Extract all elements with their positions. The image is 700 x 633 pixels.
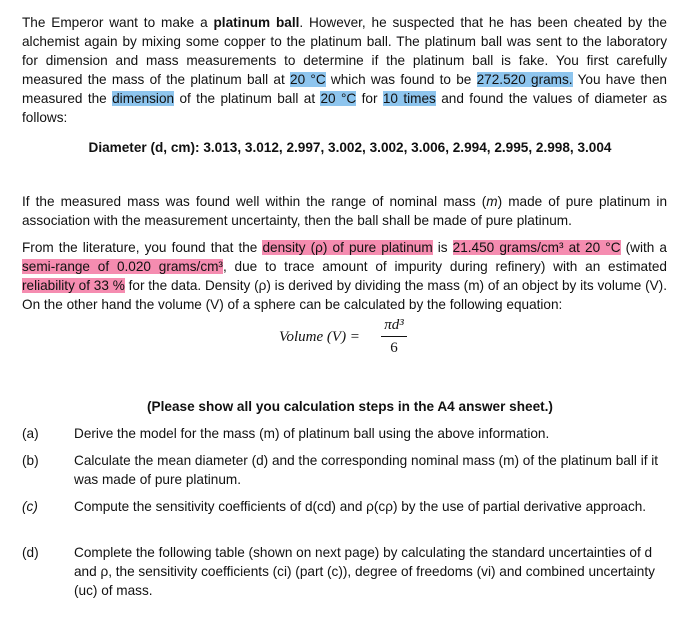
diameter-values: Diameter (d, cm): 3.013, 3.012, 2.997, 3.002, 3.002, 3.006, 2.994, 2.995, 2.998, 3.004 <box>88 140 612 155</box>
mass-text: ) made of pure platinum in association with the measurement uncertainty, then the ball shall be made of pure platinum. <box>22 194 668 228</box>
question-label: (d) <box>22 545 39 560</box>
question-text: Compute the sensitivity coefficients of d(cd) and ρ(cρ) by the use of partial derivative approach. <box>74 499 647 514</box>
density-text: for the data. Density (ρ) is derived by dividing the mass (m) of an object by its volume (V). On the other hand the volume (V) of a sphere can be calculated by the following equation: <box>22 278 667 312</box>
intro-text: . However, he suspected that he has been cheated by the alchemist again by mixing some copper to the platinum ball. The platinum ball was sent to the laboratory for dimension and mass measurements to determine if the platinum ball is fake. You first carefully measured the mass of the platinum ball at <box>22 15 667 87</box>
intro-text: of the platinum ball at <box>174 91 321 106</box>
highlight-temperature: 20 °C <box>290 72 326 87</box>
highlight-density: density (ρ) of pure platinum <box>262 240 433 255</box>
platinum-ball-term: platinum ball <box>213 15 300 30</box>
density-text: , due to trace amount of impurity during refinery) with an estimated <box>222 259 667 274</box>
density-text: From the literature, you found that the <box>22 240 263 255</box>
highlight-repetitions: 10 times <box>382 91 436 106</box>
intro-text: and found the values of diameter as follows: <box>22 91 667 125</box>
intro-text: You have then measured the <box>22 72 667 106</box>
highlight-semi-range: semi-range of 0.020 grams/cm³ <box>22 259 223 274</box>
question-text: Derive the model for the mass (m) of platinum ball using the above information. <box>74 426 550 441</box>
instruction-note: (Please show all you calculation steps in the A4 answer sheet.) <box>147 399 553 414</box>
question-text: Calculate the mean diameter (d) and the corresponding nominal mass (m) of the platinum ball if it was made of pure platinum. <box>74 453 659 487</box>
equation-denominator: 6 <box>390 340 398 356</box>
equation-fraction <box>381 316 407 357</box>
question-c <box>22 497 672 537</box>
density-text: (with a <box>620 240 667 255</box>
highlight-reliability: reliability of 33 % <box>22 278 125 293</box>
mass-symbol: m <box>486 194 498 209</box>
equation-numerator: πd³ <box>384 317 404 333</box>
question-label: (a) <box>22 426 39 441</box>
question-label: (c) <box>22 499 38 514</box>
mass-paragraph <box>22 192 667 230</box>
highlight-temperature: 20 °C <box>320 91 357 106</box>
highlight-dimension: dimension <box>112 91 175 106</box>
question-b <box>22 451 672 491</box>
question-text: Complete the following table (shown on next page) by calculating the standard uncertainties of d and ρ, the sensitivity coefficients (ci) (part (c)), degree of freedoms (vi) and combined uncertainty (uc) of mass. <box>74 545 655 598</box>
intro-paragraph <box>22 13 667 127</box>
question-d <box>22 543 672 601</box>
equation-lhs: Volume (V) = <box>279 329 360 345</box>
density-text: is <box>432 240 453 255</box>
question-label: (b) <box>22 453 39 468</box>
mass-text: If the measured mass was found well within the range of nominal mass ( <box>22 194 487 209</box>
question-a <box>22 424 672 444</box>
intro-text: which was found to be <box>325 72 477 87</box>
density-paragraph <box>22 238 667 314</box>
intro-text: The Emperor want to make a <box>22 15 214 30</box>
highlight-density-value: 21.450 grams/cm³ at 20 °C <box>452 240 621 255</box>
intro-text: for <box>356 91 383 106</box>
highlight-mass: 272.520 grams. <box>476 72 573 87</box>
fraction-bar <box>381 336 407 337</box>
